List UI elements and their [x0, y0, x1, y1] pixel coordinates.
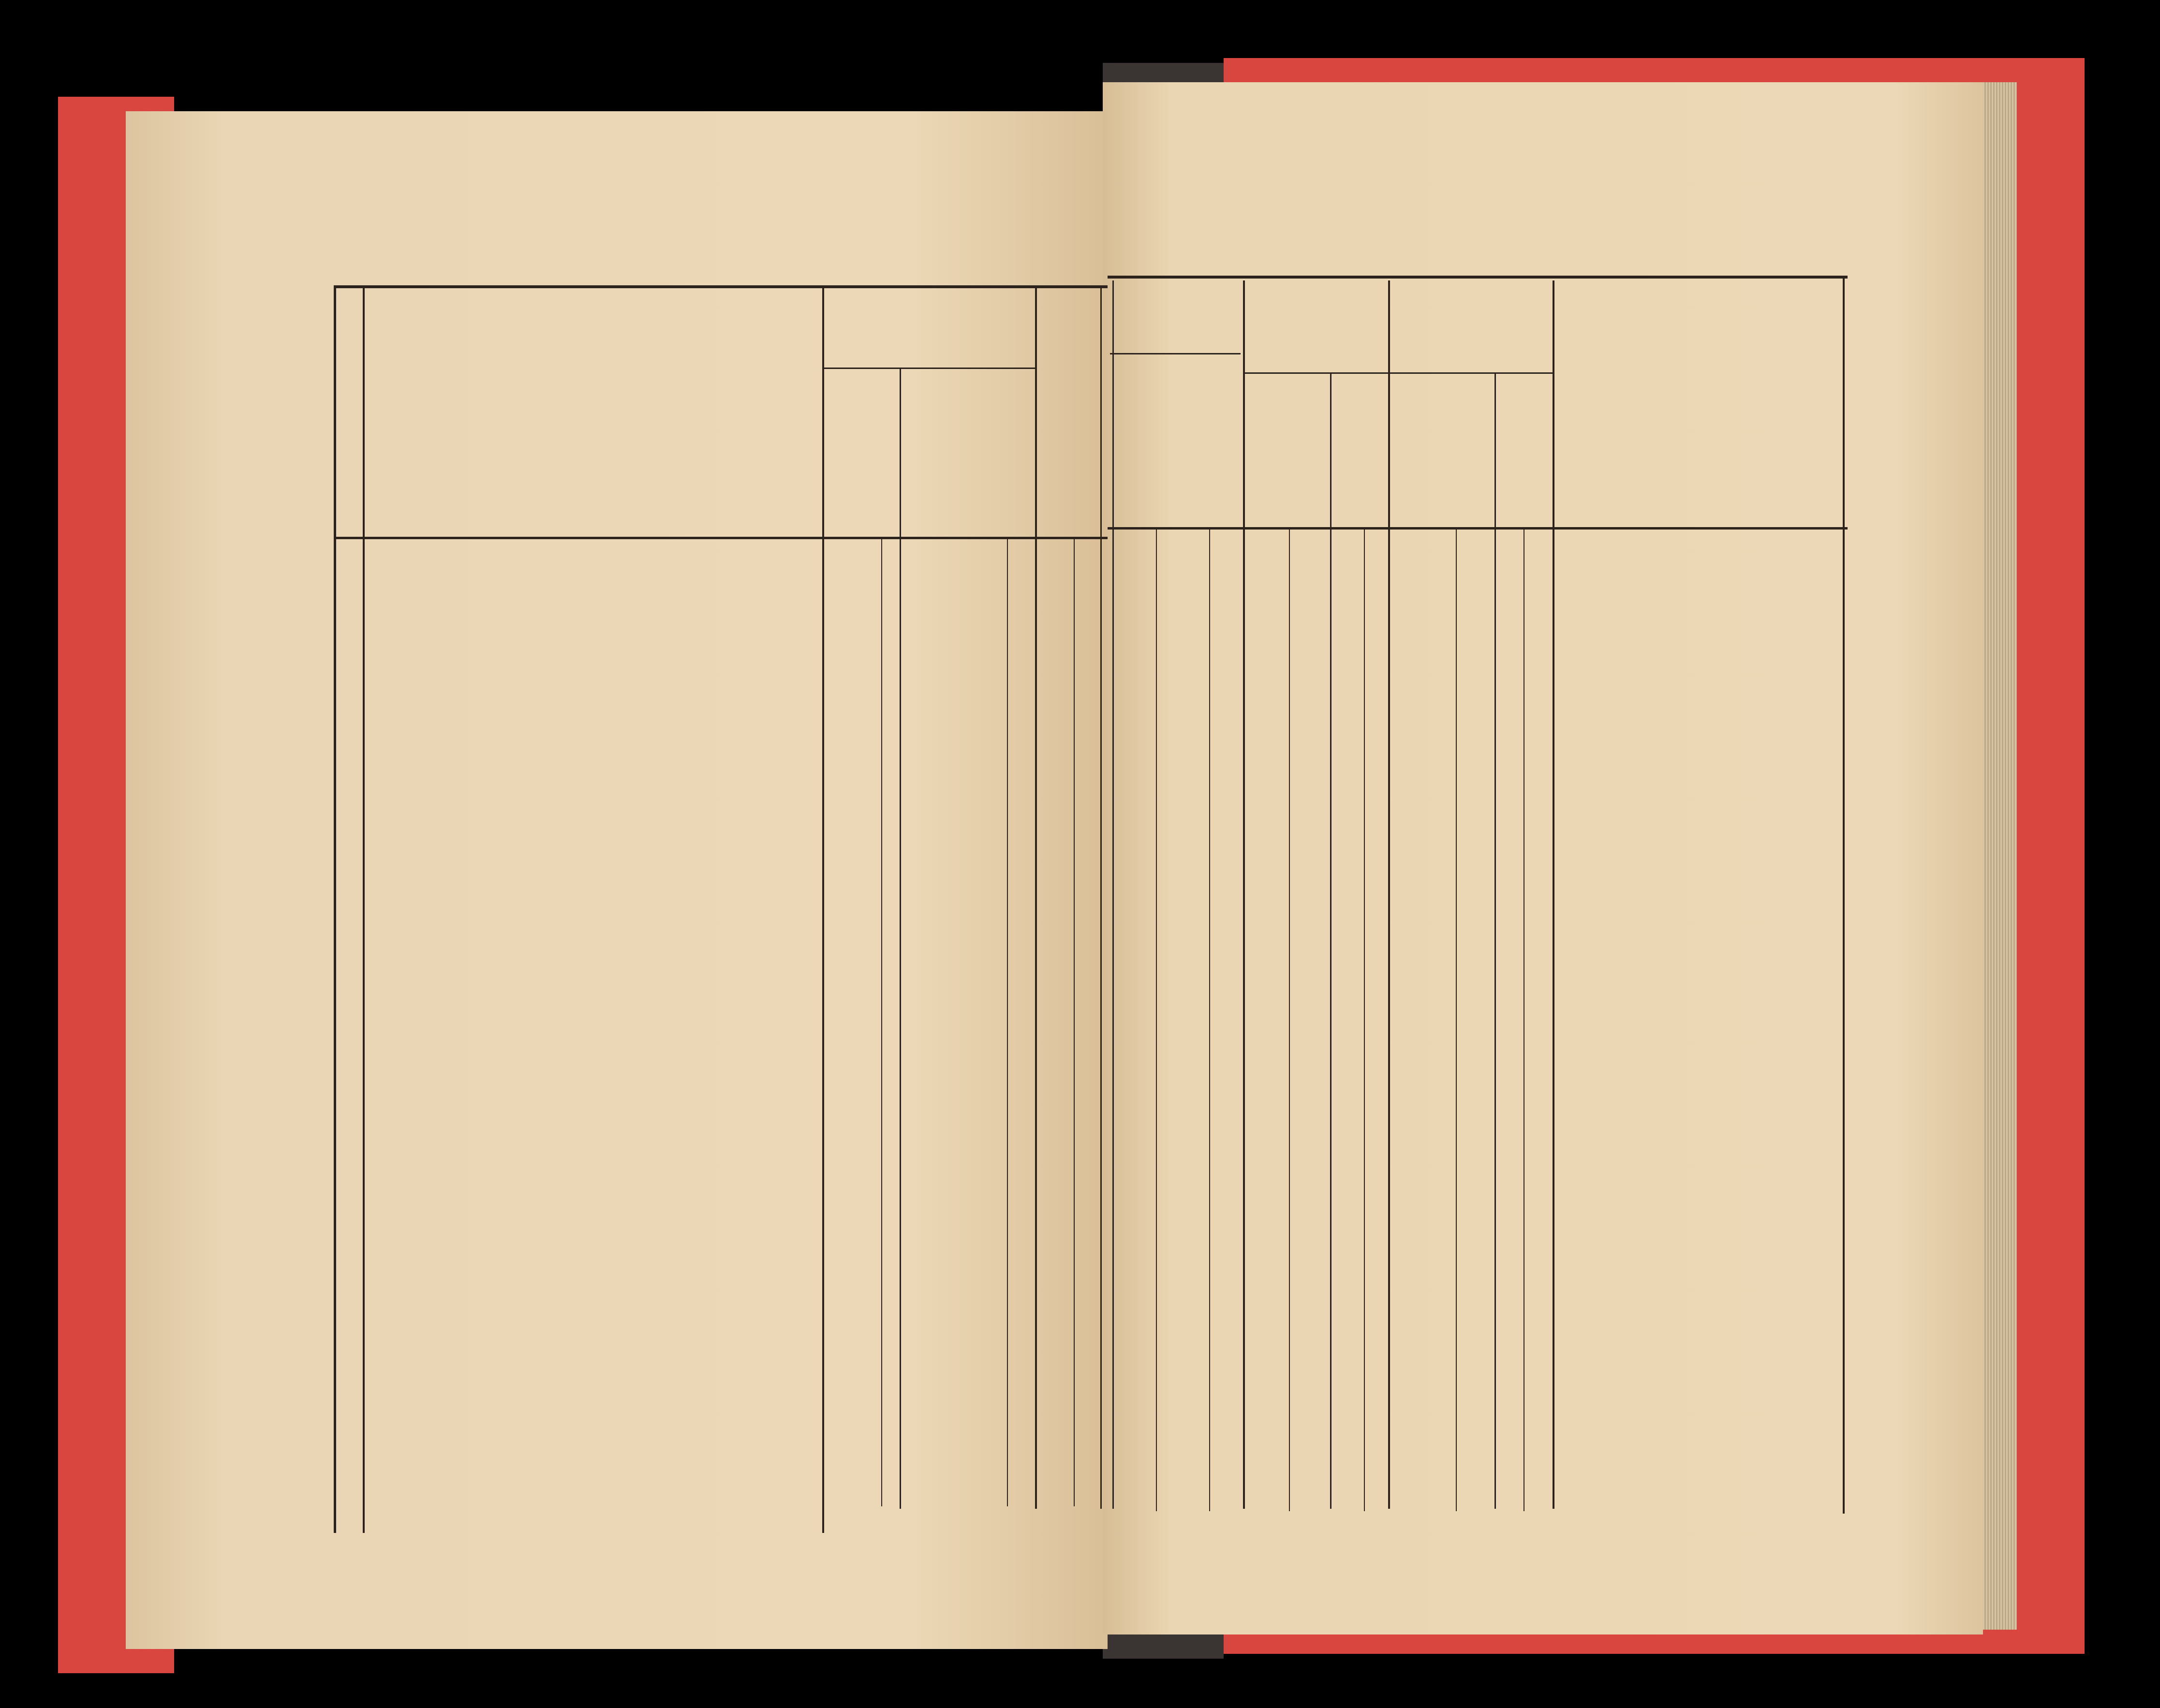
- col-line-3: [900, 368, 901, 1509]
- header-prior: [1258, 387, 1320, 517]
- col-line-7b: [1209, 530, 1210, 1511]
- header-on-1893-account: [1141, 368, 1214, 522]
- header-remains-unfulfilled: [1398, 387, 1485, 517]
- col-line-12: [1843, 276, 1845, 1514]
- col-line-0: [334, 285, 336, 1533]
- excluded-group-rule: [1243, 372, 1553, 374]
- table-top-rule-right: [1108, 276, 1848, 279]
- left-page: [126, 111, 1108, 1649]
- actual-group-rule: [1110, 353, 1241, 354]
- table-top-rule-left: [334, 285, 1108, 288]
- col-line-10b: [1456, 530, 1457, 1511]
- col-line-8b: [1289, 530, 1290, 1511]
- col-line-9b: [1364, 530, 1365, 1511]
- col-line-7: [1243, 280, 1245, 1509]
- right-page: [1103, 82, 1983, 1634]
- header-left-unfulfilled: [829, 377, 892, 532]
- header-bottom-rule-left: [334, 537, 1108, 539]
- col-line-6: [1112, 280, 1114, 1509]
- header-returned: [1039, 295, 1107, 532]
- col-line-2b: [881, 539, 882, 1506]
- sums-group-rule: [822, 368, 1035, 369]
- header-bottom-rule-right: [1108, 527, 1848, 530]
- col-line-4b: [1074, 539, 1075, 1506]
- col-line-6b: [1156, 530, 1157, 1511]
- col-line-9: [1388, 280, 1390, 1509]
- col-line-2: [822, 285, 824, 1533]
- col-line-10: [1494, 372, 1496, 1509]
- header-set-1893: [943, 377, 1001, 532]
- col-line-3b: [1007, 539, 1008, 1506]
- page-edges: [1983, 82, 2017, 1630]
- col-line-8: [1330, 372, 1332, 1509]
- col-line-4: [1035, 285, 1037, 1509]
- col-line-11: [1553, 280, 1554, 1509]
- col-line-1: [363, 285, 365, 1533]
